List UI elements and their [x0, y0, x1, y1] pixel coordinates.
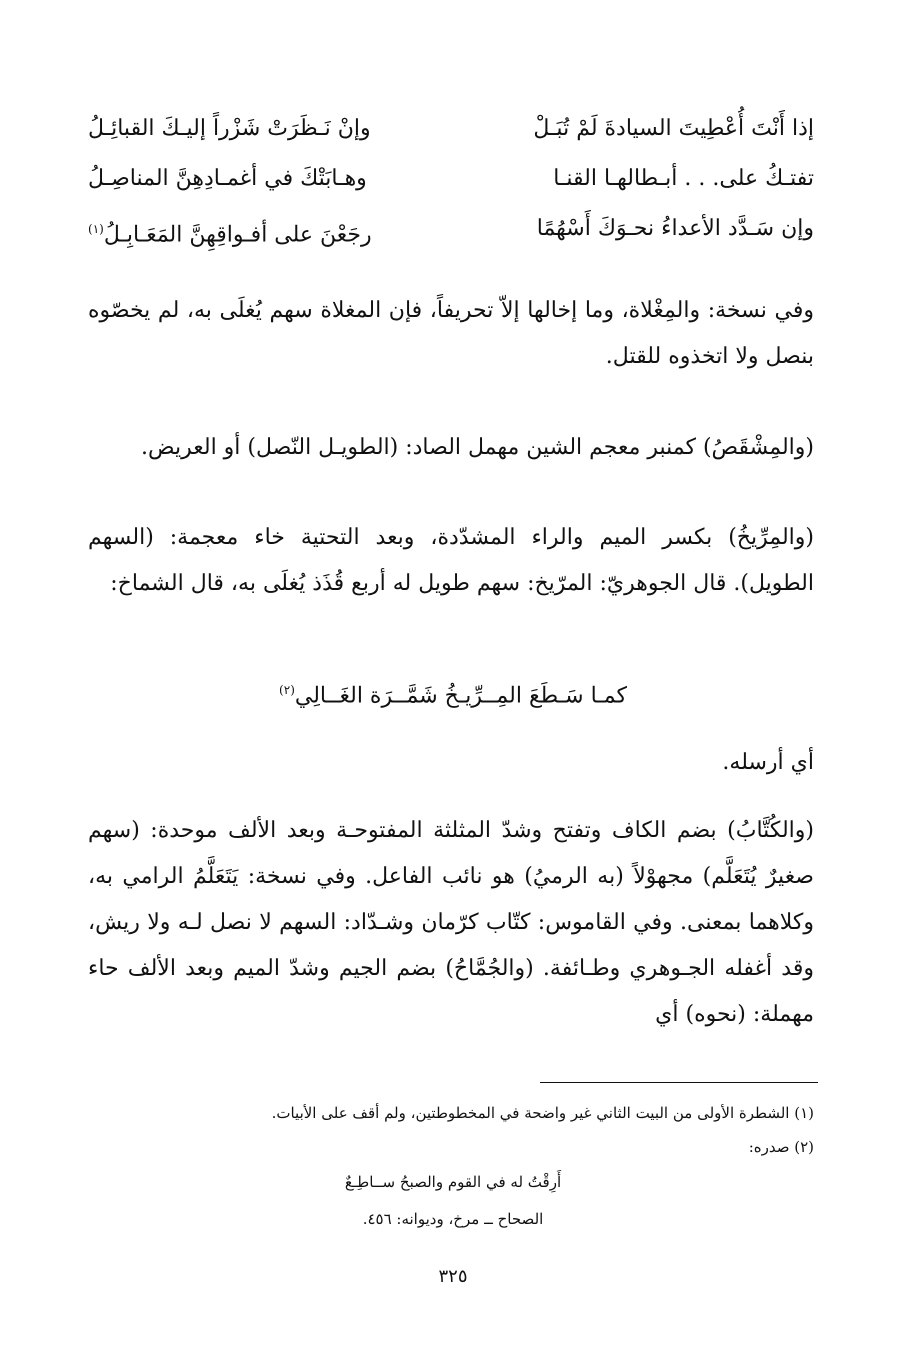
footnote-2-verse: أَرِقْتُ له في القوم والصبحُ ســاطِـعٌ [344, 1173, 562, 1191]
paragraph-kuttab: (والكُتَّابُ) بضم الكاف وتفتح وشدّ المثلثة المفتوحـة وبعد الألف موحدة: (سهم صغيرٌ يُتَعَلَّم) مجهوْلاً (به الرميُ) هو نائب الفاعل. وفي نسخة: يَتَعَلَّمُ الرامي به، وكلاهما بمعنى. وفي القاموس: كتّاب كرّمان وشـدّاد: السهم لا نصل لـه ولا ريش، وقد أغفله الجـوهري وطـائفة. (والجُمَّاحُ) بضم الجيم وشدّ الميم وبعد الألف حاء مهملة: (نحوه) أي [88, 818, 814, 1027]
verse-text: رجَعْنَ على أفـواقِهِنَّ المَعَـابِـلُ [103, 222, 372, 248]
verse-hemistich-right: إذا أَنْتَ أُعْطِيتَ السيادةَ لَمْ تُبَـلْ [533, 116, 814, 141]
footnote-1: (١) الشطرة الأولى من البيت الثاني غير واضحة في المخطوطتين، ولم أقف على الأبيات. [271, 1104, 814, 1122]
paragraph-mighlat: وفي نسخة: والمِغْلاة، وما إخالها إلاّ تحريفاً، فإن المغلاة سهم يُغلَى به، لم يخصّوه بنصل ولا اتخذوه للقتل. [88, 298, 814, 369]
verse-line-1 [88, 113, 814, 145]
quoted-verse [0, 674, 906, 712]
paragraph-mirrikh: (والمِرِّيخُ) بكسر الميم والراء المشدّدة، وبعد التحتية خاء معجمة: (السهم الطويل). قال الجوهريّ: المرّيخ: سهم طويل له أربع قُذَذ يُغلَى به، قال الشماخ: [88, 525, 814, 596]
verse-hemistich-left [88, 213, 372, 251]
page-number: ٣٢٥ [438, 1266, 468, 1287]
footnote-marker-1: (١) [88, 222, 104, 236]
paragraph-arsalahu: أي أرسله. [722, 750, 814, 775]
paragraph-mishqas: (والمِشْقَصُ) كمنبر معجم الشين مهمل الصاد: (الطويـل النّصل) أو العريض. [141, 435, 814, 460]
footnote-2-source: الصحاح ــ مرخ، وديوانه: ٤٥٦. [362, 1210, 544, 1228]
quoted-verse-text: كمـا سَـطَعَ المِــرِّيـخُ شَمَّــرَة الغَــالِي [294, 683, 627, 709]
verse-line-3 [88, 213, 814, 251]
footnote-marker-2: (٢) [279, 683, 295, 697]
verse-hemistich-right: تفتـكُ على. . . أبـطالهـا القنـا [553, 166, 814, 191]
footnote-2: (٢) صدره: [748, 1138, 814, 1156]
verse-hemistich-right: وإن سَـدَّد الأعداءُ نحـوَكَ أَسْهُمًا [536, 216, 814, 241]
verse-hemistich-left: وإنْ نَـظَرَتْ شَزْراً إليـكَ القبائِـلُ [88, 116, 371, 141]
footnote-divider [540, 1082, 818, 1083]
verse-line-2 [88, 163, 814, 195]
verse-hemistich-left: وهـابَتْكَ في أغمـادِهِنَّ المناصِـلُ [88, 166, 367, 191]
